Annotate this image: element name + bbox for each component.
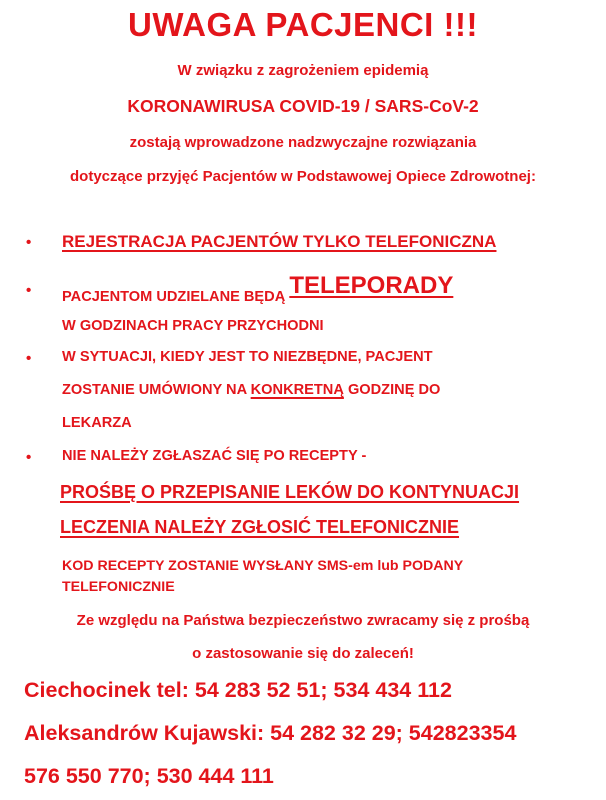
bullet-dot: • xyxy=(26,282,32,299)
situation-line-2 xyxy=(62,382,440,398)
intro-line-3: zostają wprowadzone nadzwyczajne rozwiązania xyxy=(129,134,477,151)
situation-line-1: W SYTUACJI, KIEDY JEST TO NIEZBĘDNE, PACJENT xyxy=(62,349,433,365)
teleporady-prefix: PACJENTOM UDZIELANE BĘDĄ xyxy=(62,289,290,305)
situation-underlined: KONKRETNĄ xyxy=(250,382,344,398)
registration-item: REJESTRACJA PACJENTÓW TYLKO TELEFONICZNA xyxy=(62,232,497,251)
bullet-dot: • xyxy=(26,449,32,466)
page-title: UWAGA PACJENCI !!! xyxy=(128,6,478,43)
contact-ciechocinek: Ciechocinek tel: 54 283 52 51; 534 434 112 xyxy=(24,678,452,702)
situation-line-3: LEKARZA xyxy=(62,415,132,431)
contact-aleksandrow: Aleksandrów Kujawski: 54 282 32 29; 542823354 xyxy=(24,721,517,745)
situation-post: GODZINĘ DO xyxy=(343,382,441,398)
teleporady-word: TELEPORADY xyxy=(289,272,454,299)
bullet-dot: • xyxy=(26,234,32,251)
recepty-line-2: PROŚBĘ O PRZEPISANIE LEKÓW DO KONTYNUACJI xyxy=(60,482,520,502)
recepty-line-1: NIE NALEŻY ZGŁASZAĆ SIĘ PO RECEPTY - xyxy=(62,448,367,464)
intro-line-virus: KORONAWIRUSA COVID-19 / SARS-CoV-2 xyxy=(127,96,479,116)
intro-line-1: W związku z zagrożeniem epidemią xyxy=(177,62,429,79)
recepty-line-3: LECZENIA NALEŻY ZGŁOSIĆ TELEFONICZNIE xyxy=(60,517,460,537)
situation-pre: ZOSTANIE UMÓWIONY NA xyxy=(62,382,251,398)
closing-line-2: o zastosowanie się do zaleceń! xyxy=(192,645,414,662)
bullet-dot: • xyxy=(26,350,32,367)
kod-recepty: KOD RECEPTY ZOSTANIE WYSŁANY SMS-em lub PODANY TELEFONICZNIE xyxy=(62,558,463,595)
closing-line-1: Ze względu na Państwa bezpieczeństwo zwracamy się z prośbą xyxy=(76,612,530,629)
contact-additional: 576 550 770; 530 444 111 xyxy=(24,764,274,788)
teleporady-line-2: W GODZINACH PRACY PRZYCHODNI xyxy=(62,318,324,334)
intro-line-4: dotyczące przyjęć Pacjentów w Podstawowej Opiece Zdrowotnej: xyxy=(70,168,536,185)
teleporady-item xyxy=(62,272,454,305)
